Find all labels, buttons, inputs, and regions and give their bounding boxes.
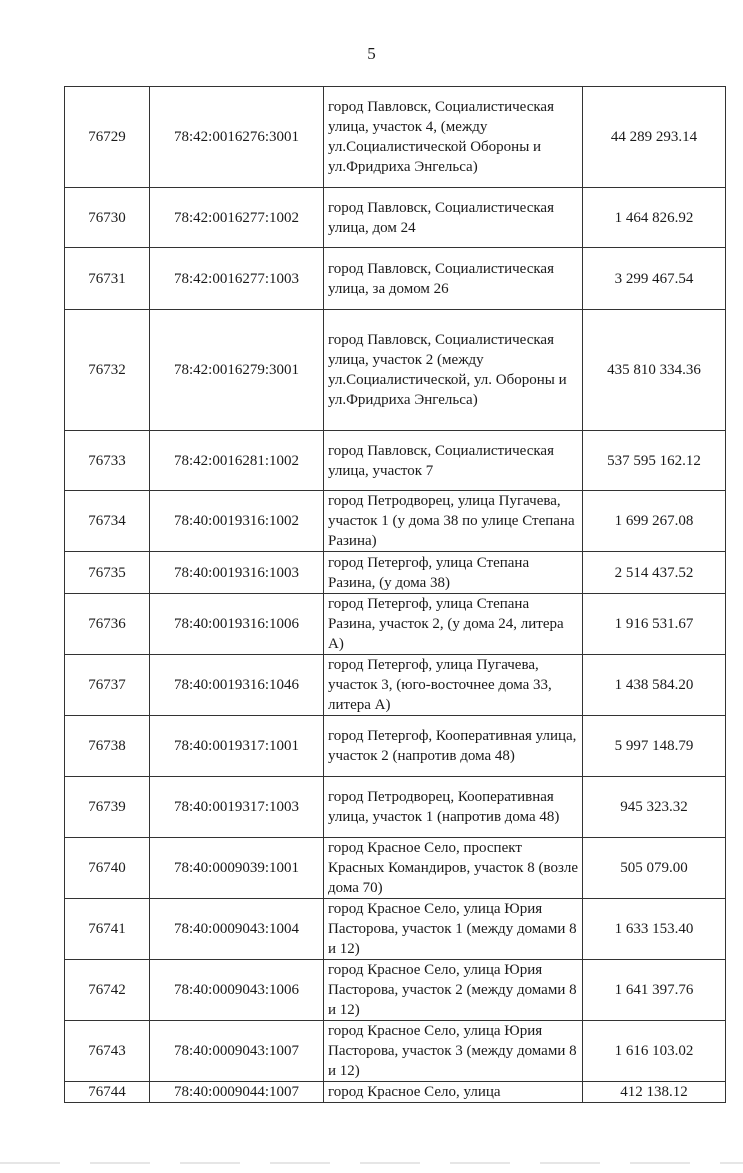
row-id: 76741 — [65, 899, 150, 960]
address: город Павловск, Социалистическая улица, участок 7 — [324, 431, 583, 491]
cadastral-number: 78:42:0016281:1002 — [150, 431, 324, 491]
registry-table — [64, 86, 726, 1103]
cadastral-value: 44 289 293.14 — [583, 87, 726, 188]
cadastral-value: 537 595 162.12 — [583, 431, 726, 491]
table-row — [65, 491, 726, 552]
row-id: 76729 — [65, 87, 150, 188]
cadastral-number: 78:40:0009043:1004 — [150, 899, 324, 960]
cadastral-value: 1 616 103.02 — [583, 1021, 726, 1082]
cadastral-number: 78:40:0009044:1007 — [150, 1082, 324, 1103]
table-row — [65, 310, 726, 431]
address: город Красное Село, улица — [324, 1082, 583, 1103]
cadastral-value: 945 323.32 — [583, 777, 726, 838]
cadastral-value: 435 810 334.36 — [583, 310, 726, 431]
cadastral-number: 78:42:0016277:1002 — [150, 188, 324, 248]
cadastral-number: 78:40:0019317:1001 — [150, 716, 324, 777]
table-row — [65, 777, 726, 838]
table-row — [65, 1021, 726, 1082]
row-id: 76731 — [65, 248, 150, 310]
table-row — [65, 655, 726, 716]
cadastral-number: 78:42:0016276:3001 — [150, 87, 324, 188]
address: город Петродворец, улица Пугачева, участок 1 (у дома 38 по улице Степана Разина) — [324, 491, 583, 552]
address: город Павловск, Социалистическая улица, участок 2 (между ул.Социалистической, ул. Обороны и ул.Фридриха Энгельса) — [324, 310, 583, 431]
cadastral-value: 412 138.12 — [583, 1082, 726, 1103]
row-id: 76734 — [65, 491, 150, 552]
cadastral-value: 1 641 397.76 — [583, 960, 726, 1021]
address: город Красное Село, улица Юрия Пасторова, участок 3 (между домами 8 и 12) — [324, 1021, 583, 1082]
address: город Павловск, Социалистическая улица, за домом 26 — [324, 248, 583, 310]
table-row — [65, 594, 726, 655]
cadastral-number: 78:42:0016277:1003 — [150, 248, 324, 310]
table-row — [65, 552, 726, 594]
table-row — [65, 87, 726, 188]
cadastral-number: 78:40:0019317:1003 — [150, 777, 324, 838]
row-id: 76735 — [65, 552, 150, 594]
cadastral-value: 505 079.00 — [583, 838, 726, 899]
table-row — [65, 188, 726, 248]
table-row — [65, 1082, 726, 1103]
cadastral-value: 1 464 826.92 — [583, 188, 726, 248]
cadastral-number: 78:42:0016279:3001 — [150, 310, 324, 431]
scan-edge-divider — [0, 1162, 743, 1164]
row-id: 76732 — [65, 310, 150, 431]
row-id: 76736 — [65, 594, 150, 655]
address: город Петергоф, улица Степана Разина, (у дома 38) — [324, 552, 583, 594]
table-row — [65, 248, 726, 310]
cadastral-number: 78:40:0009043:1007 — [150, 1021, 324, 1082]
address: город Красное Село, проспект Красных Командиров, участок 8 (возле дома 70) — [324, 838, 583, 899]
cadastral-value: 1 633 153.40 — [583, 899, 726, 960]
cadastral-value: 5 997 148.79 — [583, 716, 726, 777]
row-id: 76740 — [65, 838, 150, 899]
row-id: 76739 — [65, 777, 150, 838]
row-id: 76730 — [65, 188, 150, 248]
table-row — [65, 838, 726, 899]
address: город Павловск, Социалистическая улица, участок 4, (между ул.Социалистической Обороны и ул.Фридриха Энгельса) — [324, 87, 583, 188]
address: город Красное Село, улица Юрия Пасторова, участок 2 (между домами 8 и 12) — [324, 960, 583, 1021]
row-id: 76738 — [65, 716, 150, 777]
cadastral-number: 78:40:0009043:1006 — [150, 960, 324, 1021]
address: город Петергоф, Кооперативная улица, участок 2 (напротив дома 48) — [324, 716, 583, 777]
table-row — [65, 716, 726, 777]
table-row — [65, 899, 726, 960]
row-id: 76737 — [65, 655, 150, 716]
table-row — [65, 960, 726, 1021]
cadastral-value: 3 299 467.54 — [583, 248, 726, 310]
cadastral-number: 78:40:0019316:1002 — [150, 491, 324, 552]
address: город Петродворец, Кооперативная улица, участок 1 (напротив дома 48) — [324, 777, 583, 838]
table-row — [65, 431, 726, 491]
row-id: 76742 — [65, 960, 150, 1021]
address: город Петергоф, улица Степана Разина, участок 2, (у дома 24, литера А) — [324, 594, 583, 655]
row-id: 76743 — [65, 1021, 150, 1082]
address: город Красное Село, улица Юрия Пасторова, участок 1 (между домами 8 и 12) — [324, 899, 583, 960]
cadastral-number: 78:40:0009039:1001 — [150, 838, 324, 899]
cadastral-number: 78:40:0019316:1046 — [150, 655, 324, 716]
row-id: 76733 — [65, 431, 150, 491]
cadastral-number: 78:40:0019316:1003 — [150, 552, 324, 594]
cadastral-value: 1 916 531.67 — [583, 594, 726, 655]
page-number: 5 — [367, 44, 376, 63]
cadastral-value: 1 699 267.08 — [583, 491, 726, 552]
address: город Павловск, Социалистическая улица, дом 24 — [324, 188, 583, 248]
address: город Петергоф, улица Пугачева, участок 3, (юго-восточнее дома 33, литера А) — [324, 655, 583, 716]
cadastral-value: 1 438 584.20 — [583, 655, 726, 716]
row-id: 76744 — [65, 1082, 150, 1103]
cadastral-value: 2 514 437.52 — [583, 552, 726, 594]
cadastral-number: 78:40:0019316:1006 — [150, 594, 324, 655]
